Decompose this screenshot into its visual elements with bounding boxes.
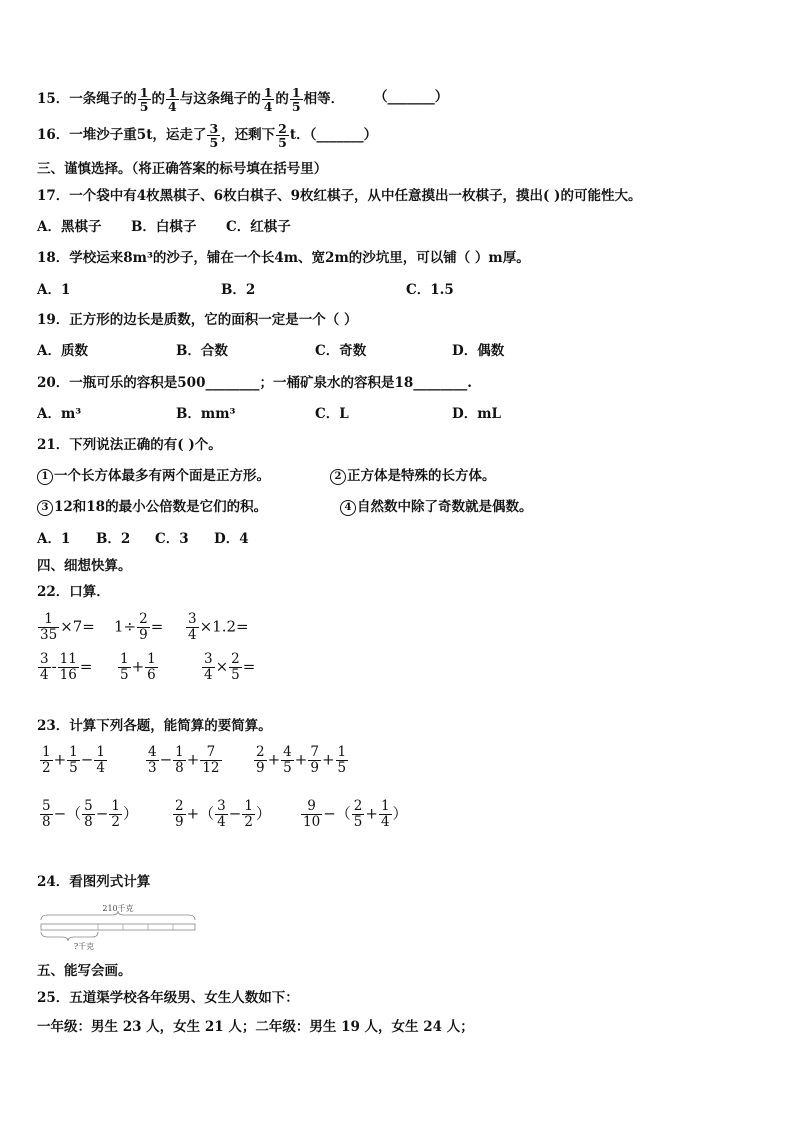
denominator: 5: [291, 99, 301, 114]
data-line: 一年级：男生 23 人，女生 21 人；二年级：男生 19 人，女生 24 人；: [37, 1019, 474, 1035]
q16-text-2: ，还剩下: [221, 127, 276, 143]
question-18: 18．学校运来8m³的沙子，铺在一个长4m、宽2m的沙坑里，可以铺（ ）m厚。: [37, 250, 530, 266]
fraction: [82, 799, 95, 830]
section-heading: 四、细想快算。: [37, 558, 132, 574]
option-b[interactable]: B．合数: [176, 343, 228, 359]
fraction: [186, 612, 199, 643]
option-b[interactable]: B．2: [221, 282, 256, 298]
section-heading: 五、能写会画。: [37, 963, 132, 979]
numerator: 1: [38, 612, 59, 628]
question-17: 17．一个袋中有4枚黑棋子、6枚白棋子、9枚红棋子，从中任意摸出一枚棋子，摸出( )的可能性大。: [37, 188, 642, 204]
denominator: 8: [175, 760, 184, 776]
expr-prefix: 1÷: [114, 617, 137, 636]
denominator: 4: [96, 760, 105, 776]
fraction: [276, 122, 289, 149]
numerator: 1: [69, 744, 78, 760]
question-15: [37, 86, 344, 113]
denominator: 4: [40, 667, 49, 683]
option-a[interactable]: A．黑棋子: [37, 219, 102, 235]
numerator: 7: [310, 744, 319, 760]
denominator: 4: [168, 99, 177, 114]
statement-1: [37, 467, 270, 485]
option-c[interactable]: C．L: [315, 406, 349, 422]
q15-text-1: 一条绳子的: [69, 91, 137, 107]
denominator: 4: [204, 667, 213, 683]
q15-text-4: 的: [275, 91, 289, 107]
denominator: 5: [209, 135, 219, 150]
denominator: 9: [175, 814, 184, 830]
top-label: 210千克: [102, 904, 134, 913]
fraction: [58, 652, 79, 683]
circled-number-icon: 3: [37, 500, 53, 516]
circled-number-icon: 2: [330, 469, 346, 485]
operator: +: [267, 750, 281, 769]
fraction: [301, 799, 322, 830]
option-a[interactable]: A．1: [37, 282, 71, 298]
calc-expression-1: [39, 745, 108, 776]
denominator: 10: [303, 814, 321, 830]
denominator: 9: [256, 760, 265, 776]
option-a[interactable]: A．质数: [37, 343, 88, 359]
paren-close: ）: [255, 804, 271, 823]
option-d[interactable]: D．mL: [452, 406, 501, 422]
fraction: [290, 86, 303, 113]
option-d[interactable]: D．偶数: [452, 343, 505, 359]
numerator: 1: [168, 85, 177, 100]
option-c[interactable]: C．1.5: [406, 282, 454, 298]
numerator: 3: [209, 121, 219, 136]
operator: +: [365, 804, 378, 823]
oral-expression-1: [37, 612, 95, 643]
fraction: [173, 799, 186, 830]
numerator: 4: [148, 744, 157, 760]
answer-blank[interactable]: （_______）: [374, 89, 449, 105]
numerator: 1: [337, 744, 347, 760]
numerator: 2: [256, 744, 265, 760]
option-a[interactable]: A．1: [37, 531, 71, 547]
numerator: 1: [244, 798, 253, 814]
operator: +: [321, 750, 335, 769]
question-25: 25．五道渠学校各年级男、女生人数如下：: [37, 990, 299, 1006]
expr-rest: =: [150, 617, 164, 636]
oral-expression-2: [114, 612, 163, 643]
operator: −: [95, 804, 109, 823]
fraction: [215, 799, 228, 830]
numerator: 2: [175, 798, 184, 814]
denominator: 12: [202, 760, 220, 776]
denominator: 5: [69, 760, 78, 776]
fraction: [38, 652, 51, 683]
numerator: 1: [111, 798, 120, 814]
denominator: 5: [120, 667, 129, 683]
calc-expression-2: [145, 745, 223, 776]
denominator: 5: [139, 99, 149, 114]
denominator: 35: [40, 627, 58, 643]
denominator: 4: [188, 627, 197, 643]
calc-expression-5: [172, 799, 271, 830]
denominator: 5: [337, 760, 347, 776]
question-22: 22．口算．: [37, 584, 110, 600]
numerator: 5: [42, 798, 51, 814]
circled-number-icon: 4: [340, 500, 356, 516]
expr-rest: =: [79, 657, 93, 676]
denominator: 5: [231, 667, 240, 683]
operator: +: [294, 750, 308, 769]
operator: +（: [186, 804, 215, 823]
question-19: 19．正方形的边长是质数，它的面积一定是一个（ ）: [37, 312, 358, 328]
option-a[interactable]: A．m³: [37, 406, 82, 422]
fraction: [118, 652, 131, 683]
denominator: 2: [111, 814, 120, 830]
numerator: 1: [175, 744, 184, 760]
q15-text-2: 的: [151, 91, 165, 107]
question-number: 16．: [37, 127, 70, 143]
expr-rest: ×7=: [60, 617, 95, 636]
question-21: 21．下列说法正确的有( )个。: [37, 437, 222, 453]
paren-close: ）: [392, 804, 408, 823]
denominator: 16: [59, 667, 77, 683]
q16-text-1: 一堆沙子重5t，运走了: [69, 127, 207, 143]
statement-text: 一个长方体最多有两个面是正方形。: [54, 468, 270, 484]
operator: −（: [323, 804, 351, 823]
calc-expression-4: [39, 799, 138, 830]
bottom-brace: [41, 932, 98, 941]
operator: +: [53, 750, 67, 769]
question-24: 24．看图列式计算: [37, 874, 151, 890]
circled-number-icon: 1: [37, 469, 53, 485]
fraction: [352, 799, 365, 830]
question-20: 20．一瓶可乐的容积是500________；一桶矿泉水的容积是18________.: [37, 375, 472, 391]
statement-text: 正方体是特殊的长方体。: [347, 468, 496, 484]
fraction: [200, 745, 221, 776]
denominator: 5: [353, 814, 363, 830]
denominator: 4: [380, 814, 390, 830]
option-b[interactable]: B．2: [96, 531, 131, 547]
oral-expression-4: [37, 652, 92, 683]
fraction: [138, 86, 151, 113]
statement-text: 自然数中除了奇数就是偶数。: [357, 499, 533, 515]
numerator: 3: [40, 651, 49, 667]
fraction: [67, 745, 80, 776]
denominator: 9: [139, 627, 148, 643]
operator: -: [51, 657, 57, 676]
fraction: [166, 86, 179, 113]
denominator: 2: [244, 814, 253, 830]
numerator: 1: [291, 85, 301, 100]
question-23: 23．计算下列各题，能简算的要简算。: [37, 718, 272, 734]
denominator: 5: [283, 760, 292, 776]
operator: ×: [215, 657, 229, 676]
numerator: 11: [59, 651, 77, 667]
denominator: 4: [217, 814, 226, 830]
q15-text-3: 与这条绳子的: [179, 91, 261, 107]
operator: +: [131, 657, 145, 676]
statement-4: [340, 498, 533, 516]
numerator: 2: [353, 798, 363, 814]
fraction: [229, 652, 242, 683]
operator: −（: [53, 804, 82, 823]
fraction: [308, 745, 321, 776]
fraction: [262, 86, 275, 113]
oral-expression-6: [201, 652, 255, 683]
numerator: 3: [188, 611, 197, 627]
operator: −: [80, 750, 94, 769]
option-c[interactable]: C．3: [155, 531, 189, 547]
numerator: 7: [200, 745, 221, 761]
numerator: 1: [42, 744, 51, 760]
segment-diagram: [38, 902, 200, 954]
numerator: 9: [301, 799, 322, 815]
numerator: 1: [380, 798, 390, 814]
fraction: [379, 799, 392, 830]
operator: −: [228, 804, 242, 823]
fraction: [173, 745, 186, 776]
q15-text-5: 相等．: [303, 91, 345, 107]
statement-3: [37, 498, 267, 516]
question-16: [37, 122, 377, 149]
option-b[interactable]: B．白棋子: [131, 219, 197, 235]
option-b[interactable]: B．mm³: [176, 406, 236, 422]
denominator: 6: [147, 667, 156, 683]
numerator: 5: [84, 798, 93, 814]
denominator: 8: [84, 814, 93, 830]
operator: −: [159, 750, 173, 769]
operator: +: [186, 750, 200, 769]
fraction: [254, 745, 267, 776]
numerator: 1: [96, 744, 105, 760]
statement-2: [330, 467, 496, 485]
numerator: 4: [283, 744, 292, 760]
fraction: [336, 745, 349, 776]
fraction: [38, 612, 59, 643]
denominator: 3: [148, 760, 157, 776]
denominator: 8: [42, 814, 51, 830]
fraction: [109, 799, 122, 830]
numerator: 2: [231, 651, 240, 667]
numerator: 1: [263, 85, 273, 100]
option-d[interactable]: D．4: [214, 531, 249, 547]
denominator: 4: [263, 99, 273, 114]
expr-rest: =: [242, 657, 256, 676]
numerator: 1: [147, 651, 156, 667]
expr-rest: ×1.2=: [199, 617, 249, 636]
oral-expression-3: [185, 612, 249, 643]
option-c[interactable]: C．红棋子: [226, 219, 291, 235]
fraction: [202, 652, 215, 683]
fraction: [40, 745, 53, 776]
fraction: [146, 745, 159, 776]
oral-expression-5: [117, 652, 159, 683]
numerator: 2: [278, 121, 287, 136]
numerator: 1: [139, 85, 149, 100]
numerator: 1: [120, 651, 129, 667]
fraction: [281, 745, 294, 776]
q16-text-3: t．: [289, 127, 310, 143]
fraction: [145, 652, 158, 683]
question-number: 15．: [37, 91, 70, 107]
denominator: 5: [278, 135, 287, 150]
denominator: 2: [42, 760, 51, 776]
segment-bar: [41, 924, 195, 930]
section-heading: 三、谨慎选择。（将正确答案的标号填在括号里）: [37, 161, 328, 177]
fraction: [137, 612, 150, 643]
fraction: [242, 799, 255, 830]
fraction: [94, 745, 107, 776]
numerator: 2: [139, 611, 148, 627]
denominator: 9: [310, 760, 319, 776]
fraction: [40, 799, 53, 830]
calc-expression-3: [253, 745, 349, 776]
option-c[interactable]: C．奇数: [315, 343, 367, 359]
statement-text: 12和18的最小公倍数是它们的积。: [54, 499, 268, 515]
paren-close: ）: [122, 804, 138, 823]
fraction: [207, 122, 220, 149]
numerator: 3: [217, 798, 226, 814]
numerator: 3: [204, 651, 213, 667]
bottom-label: ?千克: [73, 942, 95, 951]
answer-blank[interactable]: （_______）: [309, 127, 378, 143]
calc-expression-6: [300, 799, 408, 830]
